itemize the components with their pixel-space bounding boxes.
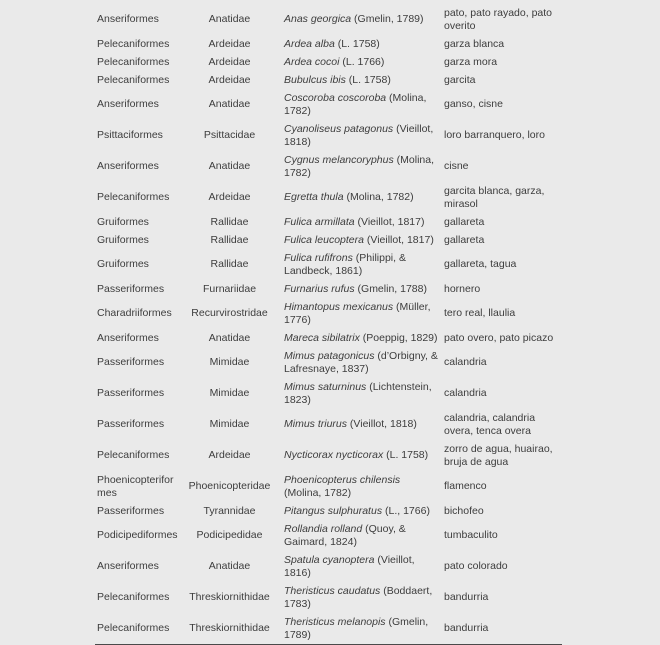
order-cell: Passeriformes bbox=[97, 387, 165, 399]
order-cell: Phoenicopteriformes bbox=[97, 473, 174, 499]
order-cell: Anseriformes bbox=[97, 98, 159, 110]
family-cell: Tyrannidae bbox=[203, 504, 256, 517]
table-row bbox=[95, 231, 562, 249]
common-names-cell: pato overo, pato picazo bbox=[444, 331, 554, 344]
scientific-name: Theristicus caudatus bbox=[284, 584, 381, 597]
scientific-name: Ardea cocoi bbox=[284, 55, 340, 68]
common-names-cell: gallareta bbox=[444, 215, 485, 228]
family-cell: Ardeidae bbox=[208, 449, 251, 461]
scientific-name-cell bbox=[284, 280, 444, 298]
table-row bbox=[95, 378, 562, 409]
table-row bbox=[95, 89, 562, 120]
table-row bbox=[95, 347, 562, 378]
common-names-cell: calandria bbox=[444, 356, 487, 368]
order-cell: Pelecaniformes bbox=[97, 622, 170, 634]
authority-text: (Lichtenstein, 1823) bbox=[284, 380, 432, 406]
common-names-cell: tero real, llaulia bbox=[444, 307, 516, 319]
common-names-cell: cisne bbox=[444, 160, 469, 172]
scientific-name-cell bbox=[284, 329, 444, 347]
common-names-cell: pato colorado bbox=[444, 560, 508, 572]
table-row bbox=[95, 71, 562, 89]
scientific-name: Spatula cyanoptera bbox=[284, 553, 375, 566]
scientific-name: Ardea alba bbox=[284, 37, 335, 50]
common-names-cell: garcita blanca, garza, mirasol bbox=[444, 184, 545, 210]
common-names-cell: calandria bbox=[444, 387, 487, 399]
scientific-name-cell bbox=[284, 298, 444, 329]
scientific-name: Pitangus sulphuratus bbox=[284, 504, 383, 517]
authority-text: (Gmelin, 1789) bbox=[351, 13, 424, 25]
order-cell: Charadriiformes bbox=[97, 307, 172, 319]
order-cell: Gruiformes bbox=[97, 215, 149, 228]
scientific-name: Egretta thula bbox=[284, 191, 344, 203]
scientific-name-cell bbox=[284, 213, 444, 231]
table-row bbox=[95, 440, 562, 471]
order-cell: Pelecaniformes bbox=[97, 591, 170, 603]
common-names-cell: calandria, calandria overa, tenca overa bbox=[444, 411, 536, 437]
scientific-name-cell bbox=[284, 35, 444, 53]
scientific-name: Fulica rufifrons bbox=[284, 251, 353, 264]
common-names-cell: tumbaculito bbox=[444, 529, 498, 541]
authority-text: (Molina, 1782) bbox=[343, 191, 414, 203]
order-cell: Passeriformes bbox=[97, 356, 165, 368]
scientific-name-cell bbox=[284, 231, 444, 249]
scientific-name: Mimus patagonicus bbox=[284, 349, 375, 362]
common-names-cell: garza mora bbox=[444, 55, 498, 68]
family-cell: Recurvirostridae bbox=[191, 307, 268, 319]
scientific-name-cell bbox=[284, 582, 444, 613]
authority-text: (L., 1766) bbox=[382, 504, 430, 517]
authority-text: (Gmelin, 1789) bbox=[284, 615, 429, 641]
order-cell: Psittaciformes bbox=[97, 129, 163, 141]
authority-text: (Poeppig, 1829) bbox=[359, 331, 438, 344]
family-cell: Podicipedidae bbox=[196, 529, 263, 541]
authority-text: (Vieillot, 1818) bbox=[284, 122, 434, 148]
authority-text: (L. 1758) bbox=[345, 73, 391, 86]
authority-text: (L. 1758) bbox=[383, 449, 429, 461]
scientific-name: Theristicus melanopis bbox=[284, 615, 386, 628]
scientific-name: Anas georgica bbox=[284, 13, 352, 25]
order-cell: Passeriformes bbox=[97, 418, 165, 430]
order-cell: Pelecaniformes bbox=[97, 37, 170, 50]
common-names-cell: loro barranquero, loro bbox=[444, 129, 545, 141]
table-row bbox=[95, 409, 562, 440]
scientific-name: Cyanoliseus patagonus bbox=[284, 122, 394, 135]
family-cell: Psittacidae bbox=[203, 129, 256, 141]
species-table bbox=[95, 4, 562, 645]
authority-text: (Gmelin, 1788) bbox=[354, 282, 427, 295]
order-cell: Passeriformes bbox=[97, 504, 165, 517]
family-cell: Mimidae bbox=[209, 418, 250, 430]
scientific-name: Fulica leucoptera bbox=[284, 233, 364, 246]
common-names-cell: bichofeo bbox=[444, 504, 484, 517]
scientific-name: Nycticorax nycticorax bbox=[284, 449, 384, 461]
scientific-name: Cygnus melancoryphus bbox=[284, 153, 394, 166]
scientific-name-cell bbox=[284, 347, 444, 378]
family-cell: Rallidae bbox=[210, 233, 249, 246]
authority-text: (Molina, 1782) bbox=[284, 486, 352, 499]
table-row bbox=[95, 582, 562, 613]
table-row bbox=[95, 551, 562, 582]
authority-text: (Molina, 1782) bbox=[284, 91, 427, 117]
scientific-name: Bubulcus ibis bbox=[284, 73, 346, 86]
scientific-name-cell bbox=[284, 151, 444, 182]
common-names-cell: pato, pato rayado, pato overito bbox=[444, 6, 552, 32]
scientific-name-cell bbox=[284, 120, 444, 151]
authority-text: (L. 1766) bbox=[339, 55, 385, 68]
table-row bbox=[95, 613, 562, 645]
table-row bbox=[95, 502, 562, 520]
table-row bbox=[95, 213, 562, 231]
family-cell: Anatidae bbox=[208, 13, 251, 25]
scientific-name-cell bbox=[284, 378, 444, 409]
family-cell: Anatidae bbox=[208, 160, 251, 172]
scientific-name: Furnarius rufus bbox=[284, 282, 355, 295]
scientific-name-cell bbox=[284, 182, 444, 213]
table-row bbox=[95, 53, 562, 71]
family-cell: Ardeidae bbox=[208, 191, 251, 203]
scientific-name-cell bbox=[284, 71, 444, 89]
order-cell: Pelecaniformes bbox=[97, 73, 170, 86]
scientific-name: Coscoroba coscoroba bbox=[284, 91, 387, 104]
authority-text: (L. 1758) bbox=[334, 37, 380, 50]
scientific-name-cell bbox=[284, 520, 444, 551]
authority-text: (Müller, 1776) bbox=[284, 300, 431, 326]
authority-text: (Boddaert, 1783) bbox=[284, 584, 433, 610]
scientific-name: Himantopus mexicanus bbox=[284, 300, 394, 313]
authority-text: (Vieillot, 1817) bbox=[363, 233, 434, 246]
authority-text: (d’Orbigny, & Lafresnaye, 1837) bbox=[284, 349, 438, 375]
order-cell: Anseriformes bbox=[97, 560, 159, 572]
table-row bbox=[95, 249, 562, 280]
species-table-body bbox=[95, 4, 562, 645]
authority-text: (Vieillot, 1816) bbox=[284, 553, 415, 579]
family-cell: Rallidae bbox=[210, 215, 249, 228]
order-cell: Pelecaniformes bbox=[97, 449, 170, 461]
table-row bbox=[95, 471, 562, 502]
family-cell: Anatidae bbox=[208, 331, 251, 344]
family-cell: Threskiornithidae bbox=[189, 622, 270, 634]
scientific-name-cell bbox=[284, 613, 444, 645]
order-cell: Pelecaniformes bbox=[97, 55, 170, 68]
authority-text: (Vieillot, 1817) bbox=[354, 215, 425, 228]
order-cell: Pelecaniformes bbox=[97, 191, 170, 203]
scientific-name: Fulica armillata bbox=[284, 215, 355, 228]
scientific-name-cell bbox=[284, 440, 444, 471]
scientific-name-cell bbox=[284, 551, 444, 582]
family-cell: Mimidae bbox=[209, 387, 250, 399]
order-cell: Anseriformes bbox=[97, 160, 159, 172]
table-row bbox=[95, 151, 562, 182]
scientific-name-cell bbox=[284, 53, 444, 71]
table-row bbox=[95, 182, 562, 213]
table-row bbox=[95, 120, 562, 151]
table-row bbox=[95, 35, 562, 53]
table-row bbox=[95, 4, 562, 35]
common-names-cell: gallareta bbox=[444, 233, 485, 246]
table-row bbox=[95, 329, 562, 347]
family-cell: Ardeidae bbox=[208, 37, 251, 50]
order-cell: Anseriformes bbox=[97, 331, 159, 344]
common-names-cell: flamenco bbox=[444, 480, 487, 492]
common-names-cell: gallareta, tagua bbox=[444, 258, 517, 270]
family-cell: Anatidae bbox=[208, 98, 251, 110]
family-cell: Ardeidae bbox=[208, 73, 251, 86]
scientific-name: Mimus triurus bbox=[284, 418, 348, 430]
common-names-cell: bandurria bbox=[444, 591, 489, 603]
order-cell: Anseriformes bbox=[97, 13, 159, 25]
scientific-name-cell bbox=[284, 471, 444, 502]
family-cell: Rallidae bbox=[210, 258, 249, 270]
family-cell: Anatidae bbox=[208, 560, 251, 572]
table-row bbox=[95, 298, 562, 329]
authority-text: (Molina, 1782) bbox=[284, 153, 434, 179]
common-names-cell: ganso, cisne bbox=[444, 98, 503, 110]
scientific-name-cell bbox=[284, 4, 444, 35]
authority-text: (Quoy, & Gaimard, 1824) bbox=[284, 522, 406, 548]
scientific-name-cell bbox=[284, 89, 444, 120]
family-cell: Ardeidae bbox=[208, 55, 251, 68]
scientific-name: Phoenicopterus chilensis bbox=[284, 473, 401, 486]
scientific-name-cell bbox=[284, 502, 444, 520]
common-names-cell: hornero bbox=[444, 282, 481, 295]
scientific-name: Mareca sibilatrix bbox=[284, 331, 360, 344]
species-table-container bbox=[95, 4, 562, 645]
table-row bbox=[95, 280, 562, 298]
scientific-name: Mimus saturninus bbox=[284, 380, 367, 393]
authority-text: (Philippi, & Landbeck, 1861) bbox=[284, 251, 406, 277]
common-names-cell: zorro de agua, huairao, bruja de agua bbox=[444, 442, 553, 468]
scientific-name-cell bbox=[284, 249, 444, 280]
order-cell: Passeriformes bbox=[97, 282, 165, 295]
family-cell: Threskiornithidae bbox=[189, 591, 270, 603]
family-cell: Mimidae bbox=[209, 356, 250, 368]
common-names-cell: garcita bbox=[444, 73, 476, 86]
order-cell: Gruiformes bbox=[97, 233, 149, 246]
scientific-name-cell bbox=[284, 409, 444, 440]
table-row bbox=[95, 520, 562, 551]
order-cell: Gruiformes bbox=[97, 258, 149, 270]
common-names-cell: bandurria bbox=[444, 622, 489, 634]
order-cell: Podicipediformes bbox=[97, 529, 178, 541]
authority-text: (Vieillot, 1818) bbox=[347, 418, 417, 430]
family-cell: Furnariidae bbox=[202, 282, 257, 295]
scientific-name: Rollandia rolland bbox=[284, 522, 363, 535]
family-cell: Phoenicopteridae bbox=[188, 480, 271, 492]
common-names-cell: garza blanca bbox=[444, 37, 505, 50]
